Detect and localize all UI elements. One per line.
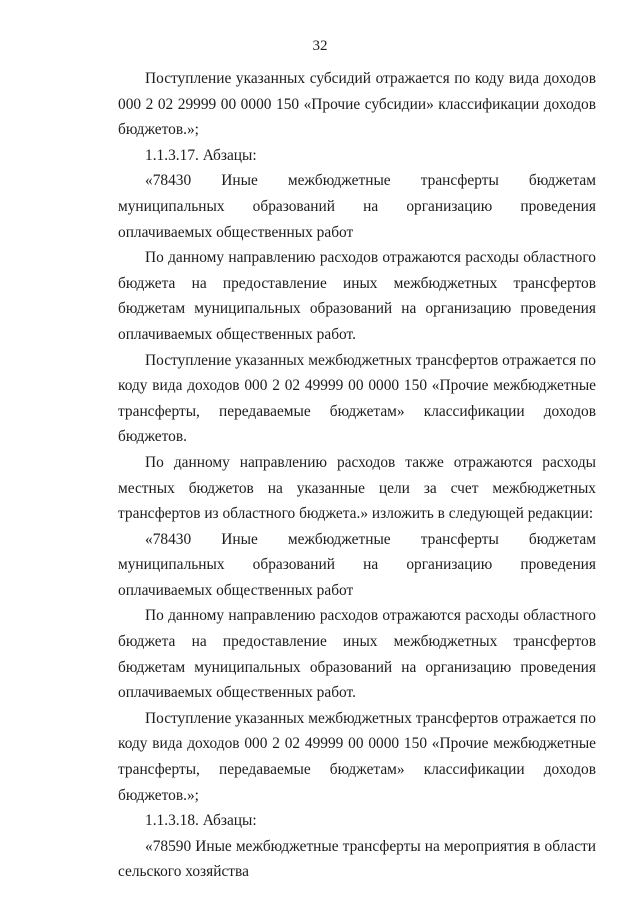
- paragraph-78430-title-old: «78430 Иные межбюджетные трансферты бюджетам муниципальных образований на организацию проведения оплачиваемых общественных работ: [118, 172, 596, 241]
- paragraph-78430-expenses-new: По данному направлению расходов отражаются расходы областного бюджета на предоставление иных межбюджетных трансфертов бюджетам муниципальных образований на организацию проведения оплачиваемых общественных работ.: [118, 607, 596, 702]
- paragraph-78590-title: «78590 Иные межбюджетные трансферты на мероприятия в области сельского хозяйства: [118, 837, 596, 881]
- paragraph-78430-local-budgets: По данному направлению расходов также отражаются расходы местных бюджетов на указанные цели за счет межбюджетных трансфертов из областного бюджета.» изложить в следующей редакции:: [118, 453, 596, 523]
- paragraph-78430-income-old: Поступление указанных межбюджетных трансфертов отражается по коду вида доходов 000 2 02 49999 00 0000 150 «Прочие межбюджетные трансферты, передаваемые бюджетам» классификации доходов бюджетов.: [118, 351, 596, 446]
- paragraph-heading-1-1-3-17: 1.1.3.17. Абзацы:: [145, 146, 257, 164]
- paragraph-78430-title-new: «78430 Иные межбюджетные трансферты бюджетам муниципальных образований на организацию проведения оплачиваемых общественных работ: [118, 530, 596, 599]
- paragraph-subsidies-income: Поступление указанных субсидий отражается по коду вида доходов 000 2 02 29999 00 0000 150 «Прочие субсидии» классификации доходов бюджетов.»;: [118, 70, 596, 139]
- paragraph-78430-income-new: Поступление указанных межбюджетных трансфертов отражается по коду вида доходов 000 2 02 49999 00 0000 150 «Прочие межбюджетные трансферты, передаваемые бюджетам» классификации доходов бюджетов.»;: [118, 709, 596, 804]
- page-number: 32: [312, 38, 328, 54]
- paragraph-78430-expenses-old: По данному направлению расходов отражаются расходы областного бюджета на предоставление иных межбюджетных трансфертов бюджетам муниципальных образований на организацию проведения оплачиваемых общественных работ.: [118, 249, 596, 343]
- document-body: [118, 66, 596, 885]
- paragraph-heading-1-1-3-18: 1.1.3.18. Абзацы:: [145, 812, 257, 830]
